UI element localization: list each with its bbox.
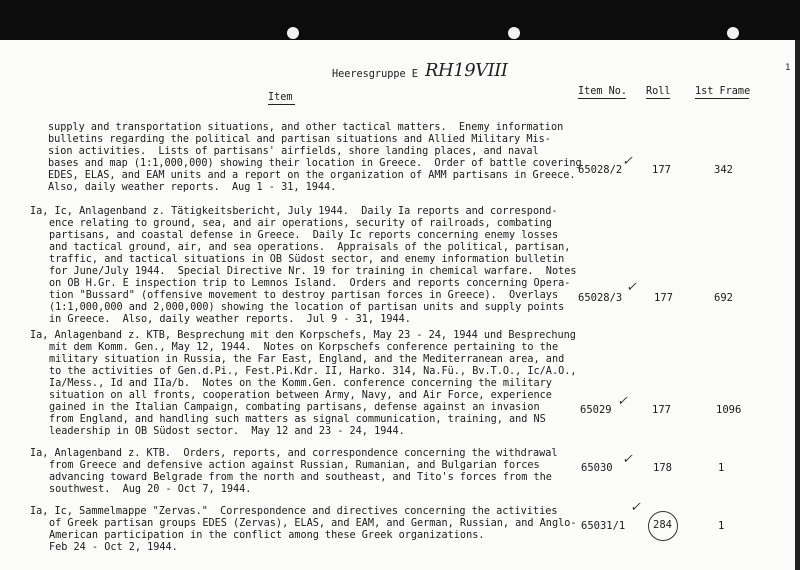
entry-line: traffic, and tactical situations in OB Südost sector, and enemy information bulletin <box>49 254 565 265</box>
handwritten-reference: RH19VIII <box>425 60 508 81</box>
column-header-item: Item <box>268 92 293 103</box>
item-number: 65031/1 <box>581 520 626 532</box>
entry-line: on OB H.Gr. E inspection trip to Lemnos Island. Orders and reports concerning Opera- <box>49 278 571 289</box>
item-number: 65029 <box>580 404 612 416</box>
entry-line: Ia/Mess., Id and IIa/b. Notes on the Komm.Gen. conference concerning the military <box>49 378 552 389</box>
entry-line: leadership in OB Südost sector. May 12 and 23 - 24, 1944. <box>49 426 405 437</box>
roll-number: 177 <box>652 164 671 176</box>
entry-line: in Greece. Also, daily weather reports. Jul 9 - 31, 1944. <box>49 314 411 325</box>
entry-line: supply and transportation situations, and other tactical matters. Enemy information <box>48 122 564 133</box>
punch-hole <box>508 27 520 39</box>
check-mark-icon: ✓ <box>630 500 641 515</box>
entry-line: bulletins regarding the political and partisan situations and Allied Military Mis- <box>48 134 551 145</box>
entry-line: situation on all fronts, cooperation between Army, Navy, and Air Force, experience <box>49 390 552 401</box>
check-mark-icon: ✓ <box>622 452 633 467</box>
entry-line: Feb 24 - Oct 2, 1944. <box>49 542 178 553</box>
entry-line: Ia, Anlagenband z. KTB. Orders, reports, and correspondence concerning the withdrawal <box>30 448 558 459</box>
entry-line: from England, and handling such matters as signal communication, training, and NS <box>49 414 546 425</box>
entry-line: and tactical ground, air, and sea operations. Appraisals of the political, partisan, <box>49 242 571 253</box>
roll-number: 177 <box>652 404 671 416</box>
punch-hole <box>287 27 299 39</box>
entry-line: bases and map (1:1,000,000) showing their location in Greece. Order of battle covering <box>48 158 582 169</box>
corner-mark: 1 <box>785 63 791 73</box>
entry-line: tion "Bussard" (offensive movement to destroy partisan forces in Greece). Overlays <box>49 290 559 301</box>
entry-line: to the activities of Gen.d.Pi., Fest.Pi.Kdr. II, Harko. 314, Na.Fü., Bv.T.O., Ic/A.O., <box>49 366 577 377</box>
entry-line: Ia, Ic, Sammelmappe "Zervas." Correspondence and directives concerning the activities <box>30 506 558 517</box>
scan-right-border <box>795 40 800 570</box>
roll-number: 178 <box>653 462 672 474</box>
item-number: 65028/2 <box>578 164 623 176</box>
entry-text <box>30 318 576 450</box>
column-header-first-frame: 1st Frame <box>695 86 751 97</box>
entry-line: ence relating to ground, sea, and air operations, security of railroads, combating <box>49 218 552 229</box>
entry-line: Ia, Ic, Anlagenband z. Tätigkeitsbericht, July 1944. Daily Ia reports and correspond- <box>30 206 558 217</box>
entry-line: from Greece and defensive action against Russian, Rumanian, and Bulgarian forces <box>49 460 540 471</box>
entry-line: gained in the Italian Campaign, combating partisans, defense against an invasion <box>49 402 540 413</box>
item-number: 65028/3 <box>578 292 623 304</box>
header-underline <box>695 98 749 99</box>
roll-number: 177 <box>654 292 673 304</box>
check-mark-icon: ✓ <box>626 280 637 295</box>
entry-text <box>30 194 576 338</box>
header-underline <box>578 98 626 99</box>
first-frame: 1 <box>718 520 725 532</box>
entry-line: Ia, Anlagenband z. KTB, Besprechung mit den Korpschefs, May 23 - 24, 1944 und Besprechung <box>30 330 576 341</box>
header-underline <box>646 98 670 99</box>
column-header-item-no: Item No. <box>578 86 628 97</box>
entry-line: Also, daily weather reports. Aug 1 - 31, 1944. <box>48 182 337 193</box>
entry-line: military situation in Russia, the Far East, England, and the Mediterranean area, and <box>49 354 565 365</box>
entry-line: of Greek partisan groups EDES (Zervas), ELAS, and EAM, and German, Russian, and Anglo- <box>49 518 577 529</box>
group-title: Heeresgruppe E <box>332 69 418 80</box>
first-frame: 692 <box>714 292 733 304</box>
column-header-roll: Roll <box>646 86 671 97</box>
entry-text <box>48 110 582 206</box>
entry-line: sion activities. Lists of partisans' airfields, shore landing places, and naval <box>48 146 539 157</box>
first-frame: 1 <box>718 462 725 474</box>
entry-line: mit dem Komm. Gen., May 12, 1944. Notes on Korpschefs conference pertaining to the <box>49 342 559 353</box>
entry-line: EDES, ELAS, and EAM units and a report on the organization of AMM partisans in Greece. <box>48 170 576 181</box>
entry-line: partisans, and coastal defense in Greece. Daily Ic reports concerning enemy losses <box>49 230 559 241</box>
entry-line: (1:1,000,000 and 2,000,000) showing the location of partisan units and supply points <box>49 302 565 313</box>
header-underline <box>268 104 295 105</box>
check-mark-icon: ✓ <box>617 394 628 409</box>
entry-text <box>30 494 576 566</box>
first-frame: 1096 <box>716 404 742 416</box>
entry-line: southwest. Aug 20 - Oct 7, 1944. <box>49 484 252 495</box>
roll-number: 284 <box>653 519 672 531</box>
first-frame: 342 <box>714 164 733 176</box>
item-number: 65030 <box>581 462 613 474</box>
entry-line: American participation in the conflict among these Greek organizations. <box>49 530 485 541</box>
entry-line: for June/July 1944. Special Directive Nr. 19 for training in chemical warfare. Notes <box>49 266 577 277</box>
entry-line: advancing toward Belgrade from the north and southeast, and Tito's forces from the <box>49 472 552 483</box>
punch-hole <box>727 27 739 39</box>
check-mark-icon: ✓ <box>622 154 633 169</box>
